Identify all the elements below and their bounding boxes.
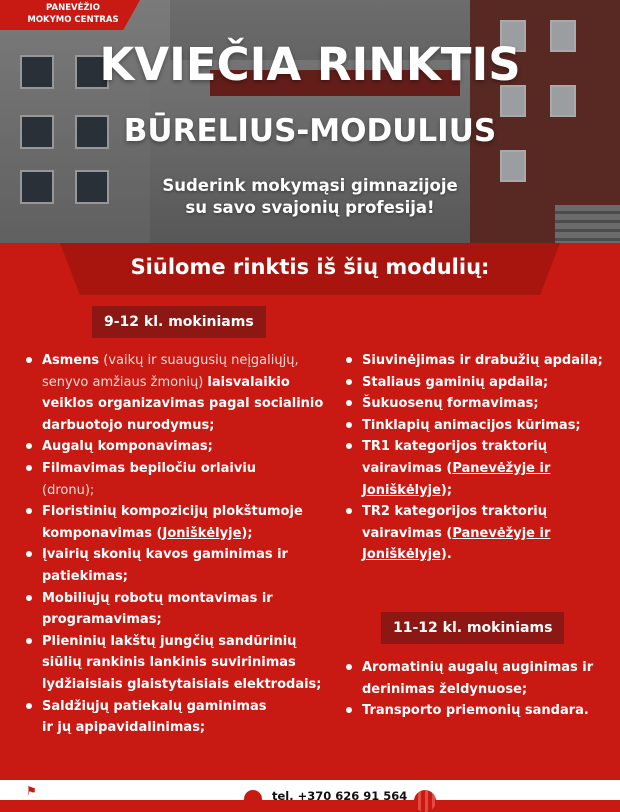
module-name: Šukuosenų formavimas; — [362, 396, 539, 412]
location-link[interactable]: Panevėžyje ir Joniškėlyje — [362, 525, 551, 563]
module-name: Aromatinių augalų auginimas ir derinimas želdynuose; — [362, 660, 594, 697]
subtitle-line1: Suderink mokymąsi gimnazijoje — [162, 176, 458, 195]
module-name: Asmens — [42, 353, 100, 368]
list-item — [24, 696, 334, 739]
module-name: Saldžiųjų patiekalų gaminimas — [42, 698, 267, 714]
list-item — [24, 588, 334, 631]
module-name: Tinklapių animacijos kūrimas; — [362, 417, 581, 433]
module-name: ); — [241, 525, 253, 541]
org-name-line2: MOKYMO CENTRAS — [27, 15, 119, 25]
module-name: ); — [440, 482, 453, 498]
list-item — [344, 393, 612, 415]
flag-icon: ⚑ — [26, 784, 37, 798]
module-name: ). — [440, 547, 452, 563]
list-item — [344, 436, 612, 501]
module-name: TR2 kategorijos traktorių vairavimas ( — [362, 504, 547, 541]
module-name: Staliaus gaminių apdaila; — [362, 374, 549, 390]
list-item — [344, 657, 612, 700]
list-item — [344, 415, 612, 437]
module-note: (vaikų ir suaugusių neįgaliųjų, senyvo amžiaus žmonių) — [42, 353, 299, 390]
list-item — [344, 372, 612, 394]
location-link[interactable]: Panevėžyje ir Joniškėlyje — [362, 460, 551, 498]
module-name: Įvairių skonių kavos gaminimas ir patiekimas; — [42, 547, 288, 584]
list-item — [24, 458, 334, 501]
grade-label-9-12: 9-12 kl. mokiniams — [92, 306, 266, 338]
phone-icon — [244, 790, 262, 808]
module-name: ir jų apipavidalinimas; — [42, 720, 206, 736]
page-subtitle — [0, 175, 620, 219]
module-name: Floristinių kompozicijų plokštumoje komponavimas ( — [42, 504, 303, 541]
list-item — [24, 436, 334, 458]
module-note: (dronu); — [42, 482, 95, 498]
globe-icon — [414, 790, 436, 812]
page-title-line1: KVIEČIA RINKTIS — [99, 38, 521, 91]
location-link[interactable]: Joniškėlyje — [162, 525, 242, 541]
org-name-line1: PANEVĖŽIO — [46, 3, 100, 13]
module-name: TR1 kategorijos traktorių vairavimas ( — [362, 439, 547, 476]
list-item — [24, 501, 334, 544]
module-name: Transporto priemonių sandara. — [362, 703, 589, 719]
module-name: Mobiliųjų robotų montavimas ir programavimas; — [42, 590, 273, 628]
contact-phone[interactable]: tel. +370 626 91 564 — [272, 789, 408, 803]
list-item — [344, 350, 612, 372]
module-list-11-12 — [344, 657, 612, 722]
grade-label-11-12: 11-12 kl. mokiniams — [381, 612, 564, 644]
list-item — [24, 350, 334, 436]
module-name: Siuvinėjimas ir drabužių apdaila; — [362, 353, 603, 368]
module-list-left — [24, 350, 334, 739]
list-item — [24, 544, 334, 587]
module-name: Filmavimas bepiločiu orlaiviu — [42, 460, 257, 476]
list-item — [344, 700, 612, 722]
logo-text — [18, 2, 128, 26]
page-title-line2: BŪRELIUS-MODULIUS — [123, 113, 497, 149]
module-list-right — [344, 350, 612, 566]
list-item — [344, 501, 612, 566]
subtitle-line2: su savo svajonių profesija! — [185, 198, 435, 217]
modules-banner-text: Siūlome rinktis iš šių modulių: — [130, 255, 490, 279]
list-item — [24, 631, 334, 696]
module-name: Augalų komponavimas; — [42, 439, 213, 455]
module-name: Plieninių lakštų jungčių sandūrinių siūlių rankinis lankinis suvirinimas lydžiaisiais glaistytaisiais elektrodais; — [42, 633, 322, 692]
module-name: laisvalaikio veiklos organizavimas pagal socialinio darbuotojo nurodymus; — [42, 374, 324, 433]
